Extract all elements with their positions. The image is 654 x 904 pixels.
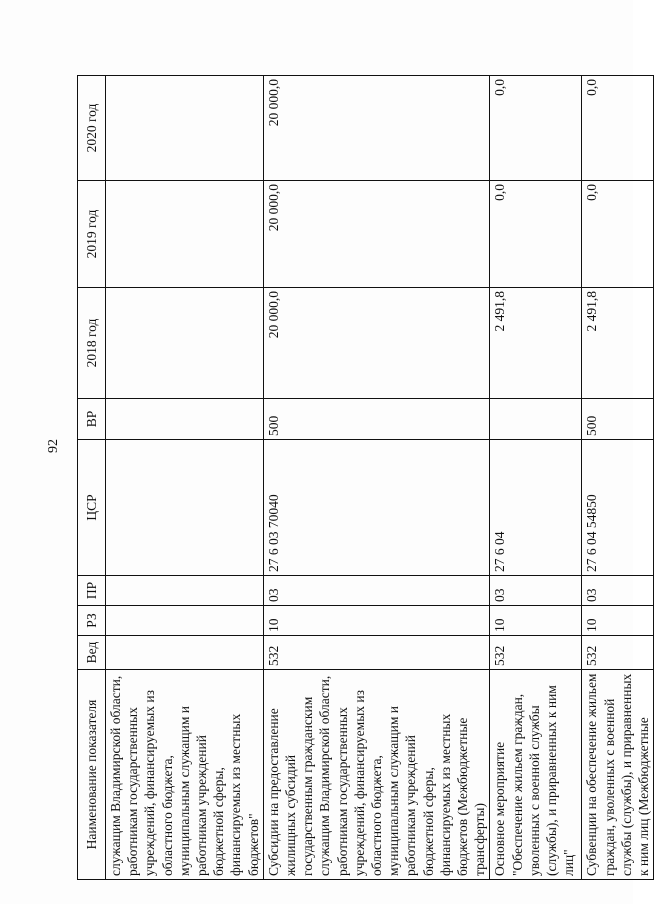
budget-table — [77, 75, 654, 880]
row-pr-cell: 03 — [263, 576, 490, 606]
column-header-2019: 2019 год — [78, 181, 106, 288]
row-2018-cell: 2 491,8 — [490, 288, 582, 399]
row-csr-cell — [106, 440, 264, 576]
column-header-csr: ЦСР — [78, 440, 106, 576]
row-vr-cell — [490, 399, 582, 440]
table-row — [263, 76, 490, 880]
row-name-cell: Основное мероприятие "Обеспечение жильем граждан, уволенных с военной службы (службы), и приравненных к ним лиц" — [490, 670, 582, 880]
row-2020-cell: 20 000,0 — [263, 76, 490, 181]
row-name-cell: Субсидии на предоставление жилищных субсидий государственным гражданским служащим Владимирской области, работникам государственных учреждений, финансируемых из областного бюджета, муниципальным служащим и работникам учреждений бюджетной сферы, финансируемых из местных бюджетов (Межбюджетные трансферты) — [263, 670, 490, 880]
column-header-name: Наименование показателя — [78, 670, 106, 880]
column-header-2020: 2020 год — [78, 76, 106, 181]
row-name-cell: Субвенции на обеспечение жильем граждан, уволенных с военной службы (службы), и приравненных к ним лиц (Межбюджетные — [582, 670, 654, 880]
row-2018-cell: 2 491,8 — [582, 288, 654, 399]
page-number: 92 — [46, 439, 61, 453]
table-header-row — [78, 76, 106, 880]
table-row — [582, 76, 654, 880]
row-rz-cell: 10 — [490, 606, 582, 636]
row-csr-cell: 27 6 03 70040 — [263, 440, 490, 576]
column-header-pr: ПР — [78, 576, 106, 606]
row-2019-cell — [106, 181, 264, 288]
row-ved-cell: 532 — [490, 636, 582, 670]
table-row — [490, 76, 582, 880]
row-2020-cell — [106, 76, 264, 181]
column-header-2018: 2018 год — [78, 288, 106, 399]
column-header-rz: РЗ — [78, 606, 106, 636]
row-2018-cell — [106, 288, 264, 399]
row-2019-cell: 20 000,0 — [263, 181, 490, 288]
table-row — [106, 76, 264, 880]
column-header-vr: ВР — [78, 399, 106, 440]
row-ved-cell: 532 — [263, 636, 490, 670]
row-vr-cell — [106, 399, 264, 440]
row-ved-cell — [106, 636, 264, 670]
column-header-ved: Вед — [78, 636, 106, 670]
row-pr-cell: 03 — [582, 576, 654, 606]
row-csr-cell: 27 6 04 — [490, 440, 582, 576]
row-ved-cell: 532 — [582, 636, 654, 670]
row-pr-cell: 03 — [490, 576, 582, 606]
row-2020-cell: 0,0 — [490, 76, 582, 181]
row-2019-cell: 0,0 — [490, 181, 582, 288]
row-rz-cell — [106, 606, 264, 636]
row-vr-cell: 500 — [582, 399, 654, 440]
row-name-cell: служащим Владимирской области, работникам государственных учреждений, финансируемых из областного бюджета, муниципальным служащим и работникам учреждений бюджетной сферы, финансируемых из местных бюджетов" — [106, 670, 264, 880]
row-csr-cell: 27 6 04 54850 — [582, 440, 654, 576]
row-2018-cell: 20 000,0 — [263, 288, 490, 399]
row-rz-cell: 10 — [263, 606, 490, 636]
row-vr-cell: 500 — [263, 399, 490, 440]
row-pr-cell — [106, 576, 264, 606]
row-2019-cell: 0,0 — [582, 181, 654, 288]
row-rz-cell: 10 — [582, 606, 654, 636]
row-2020-cell: 0,0 — [582, 76, 654, 181]
budget-table-frame — [77, 76, 652, 880]
